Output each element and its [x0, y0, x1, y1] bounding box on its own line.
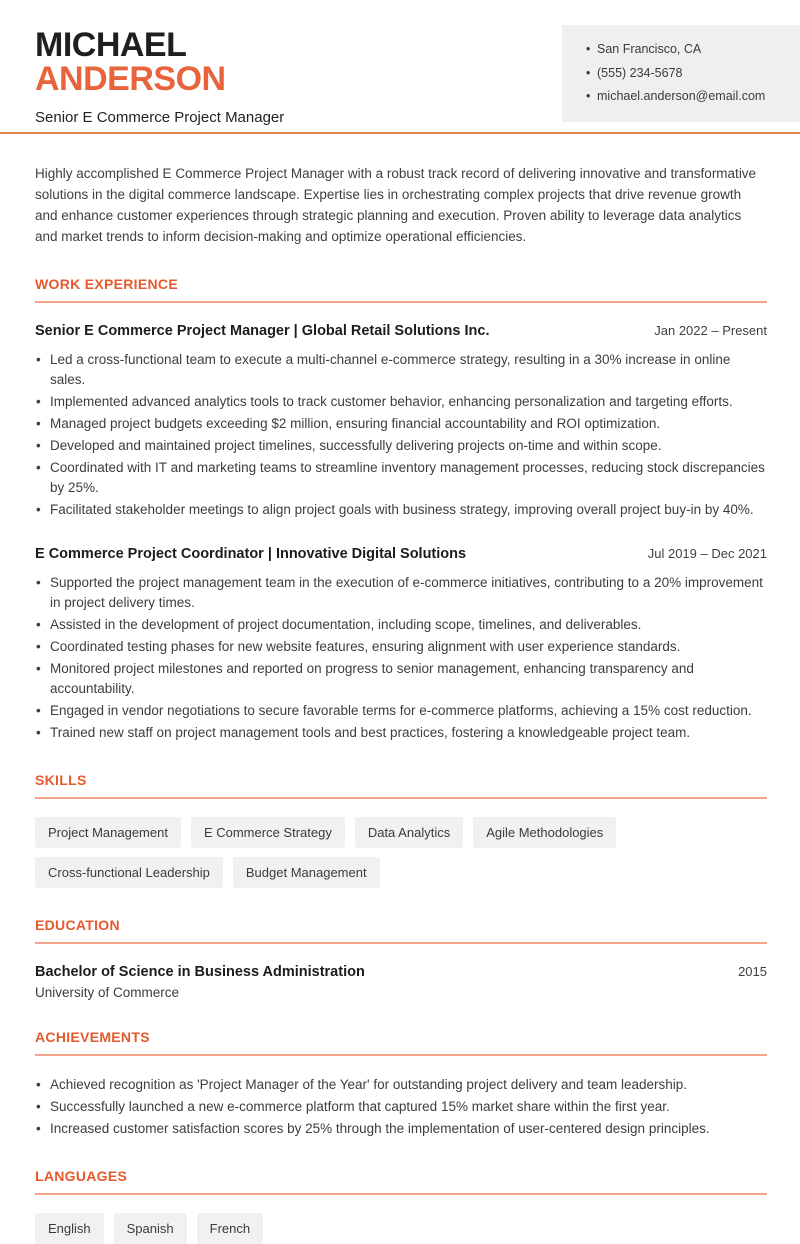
- section-heading-languages: LANGUAGES: [35, 1168, 128, 1184]
- bullet-item: • Increased customer satisfaction scores by 25% through the implementation of user-centered design principles.: [35, 1119, 767, 1139]
- job-title: Senior E Commerce Project Manager: [35, 109, 285, 126]
- graduation-year: 2015: [738, 964, 767, 979]
- summary-text: Highly accomplished E Commerce Project Manager with a robust track record of delivering innovative and transformative solutions in the digital commerce landscape. Expertise lies in orchestrating complex projects that drive revenue growth and enhance customer experiences through strategic planning and execution. Proven ability to leverage data analytics and market trends to inform decision-making and optimize operational efficiencies.: [35, 166, 757, 244]
- section-skills: [35, 772, 767, 888]
- skill-tag: Project Management: [35, 817, 181, 848]
- contact-phone: • (555) 234-5678: [586, 62, 790, 86]
- section-heading-skills: SKILLS: [35, 772, 87, 788]
- skills-tags: [35, 817, 767, 888]
- section-underline: [35, 301, 767, 303]
- section-underline: [35, 1054, 767, 1056]
- contact-card: [562, 25, 800, 122]
- bullet-item: • Monitored project milestones and reported on progress to senior management, enhancing transparency and accountability.: [35, 659, 767, 699]
- bullet-item: • Successfully launched a new e-commerce platform that captured 15% market share within the first year.: [35, 1097, 767, 1117]
- section-underline: [35, 1193, 767, 1195]
- bullet-item: • Managed project budgets exceeding $2 million, ensuring financial accountability and ROI optimization.: [35, 414, 767, 434]
- job-name: Senior E Commerce Project Manager | Global Retail Solutions Inc.: [35, 323, 490, 339]
- bullet-item: • Coordinated testing phases for new website features, ensuring alignment with user experience standards.: [35, 637, 767, 657]
- language-tag: French: [197, 1213, 263, 1244]
- section-education: [35, 917, 767, 1000]
- skill-tag: Data Analytics: [355, 817, 463, 848]
- bullet-item: • Implemented advanced analytics tools to track customer behavior, enhancing personalization and targeting efforts.: [35, 392, 767, 412]
- section-languages: [35, 1168, 767, 1244]
- contact-location: • San Francisco, CA: [586, 38, 790, 62]
- skill-tag: E Commerce Strategy: [191, 817, 345, 848]
- skill-tag: Cross-functional Leadership: [35, 857, 223, 888]
- job-dates: Jul 2019 – Dec 2021: [647, 546, 767, 561]
- education-entry: [35, 964, 767, 980]
- skill-tag: Budget Management: [233, 857, 380, 888]
- section-heading-education: EDUCATION: [35, 917, 120, 933]
- school-name: University of Commerce: [35, 985, 180, 1000]
- section-heading-achievements: ACHIEVEMENTS: [35, 1029, 150, 1045]
- bullet-item: • Assisted in the development of project documentation, including scope, timelines, and deliverables.: [35, 615, 767, 635]
- job-entry: [35, 323, 767, 520]
- job-entry: [35, 546, 767, 743]
- bullet-item: • Engaged in vendor negotiations to secure favorable terms for e-commerce platforms, achieving a 15% cost reduction.: [35, 701, 767, 721]
- job-dates: Jan 2022 – Present: [654, 323, 767, 338]
- resume-body: [0, 163, 800, 1244]
- bullet-item: • Facilitated stakeholder meetings to align project goals with business strategy, improving overall project buy-in by 40%.: [35, 500, 767, 520]
- degree-title: Bachelor of Science in Business Administration: [35, 964, 365, 980]
- name-last: ANDERSON: [35, 60, 226, 98]
- bullet-item: • Led a cross-functional team to execute a multi-channel e-commerce strategy, resulting in a 30% increase in online sales.: [35, 350, 767, 390]
- section-achievements: [35, 1029, 767, 1139]
- section-underline: [35, 942, 767, 944]
- bullet-item: • Developed and maintained project timelines, successfully delivering projects on-time and within scope.: [35, 436, 767, 456]
- language-tag: English: [35, 1213, 104, 1244]
- job-name: E Commerce Project Coordinator | Innovative Digital Solutions: [35, 546, 467, 562]
- languages-tags: [35, 1213, 767, 1244]
- language-tag: Spanish: [114, 1213, 187, 1244]
- skill-tag: Agile Methodologies: [473, 817, 616, 848]
- bullet-item: • Trained new staff on project management tools and best practices, fostering a knowledgeable project team.: [35, 723, 767, 743]
- name-first: MICHAEL: [35, 26, 187, 64]
- section-underline: [35, 797, 767, 799]
- resume-header: [0, 0, 800, 134]
- bullet-item: • Achieved recognition as 'Project Manager of the Year' for outstanding project delivery and team leadership.: [35, 1075, 767, 1095]
- section-heading-work-experience: WORK EXPERIENCE: [35, 276, 178, 292]
- section-work-experience: [35, 276, 767, 743]
- bullet-item: • Supported the project management team in the execution of e-commerce initiatives, contributing to a 20% improvement in project delivery times.: [35, 573, 767, 613]
- job-head: [35, 546, 767, 562]
- achievements-bullets: [35, 1075, 767, 1139]
- job-bullets: [35, 350, 767, 520]
- job-head: [35, 323, 767, 339]
- contact-email: • michael.anderson@email.com: [586, 85, 790, 109]
- job-bullets: [35, 573, 767, 743]
- bullet-item: • Coordinated with IT and marketing teams to streamline inventory management processes, reducing stock discrepancies by 25%.: [35, 458, 767, 498]
- header-divider: [0, 132, 800, 134]
